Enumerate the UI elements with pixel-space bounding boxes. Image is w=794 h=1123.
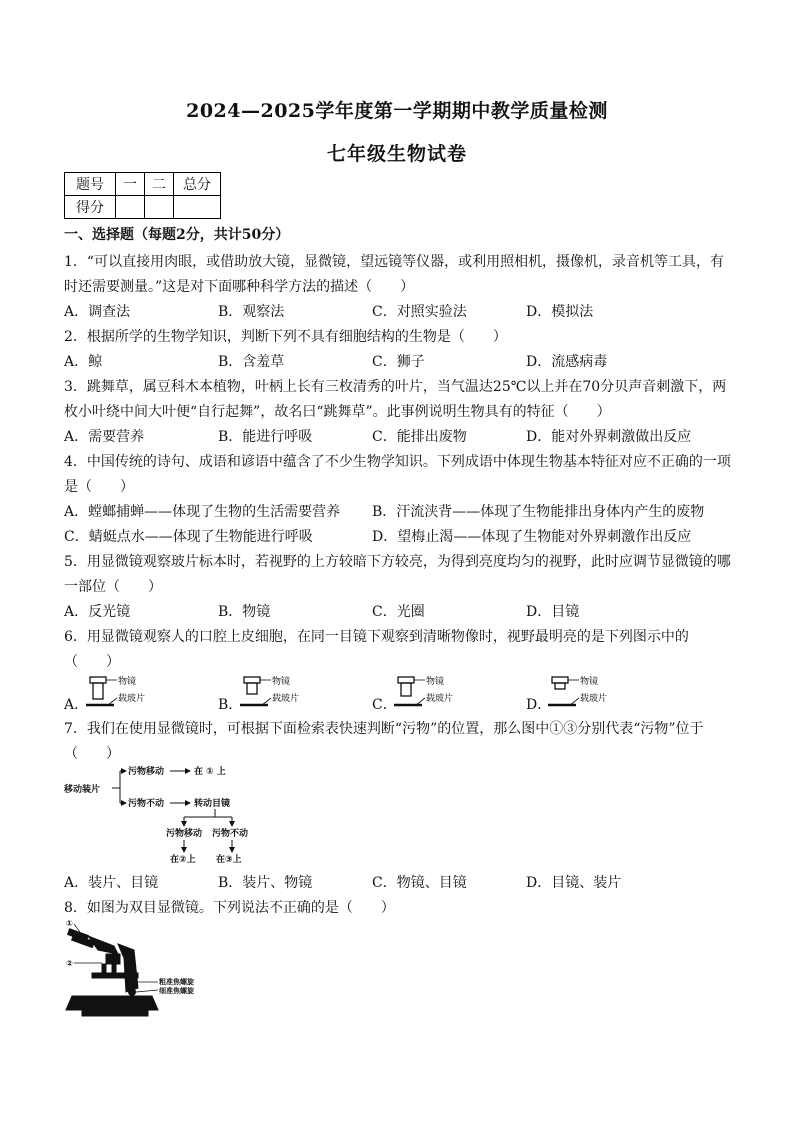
exam-title: 2024—2025学年度第一学期期中教学质量检测 <box>186 100 608 122</box>
contaminant-flowchart <box>62 762 272 866</box>
option-c: C．能排出废物 <box>372 429 467 445</box>
option-b: B．含羞草 <box>218 354 285 370</box>
flow-at1: 在 ① 上 <box>194 767 226 777</box>
score-cell: 题号 <box>65 173 116 196</box>
option-a-letter: A． <box>64 697 89 713</box>
marker-1: ① <box>66 919 73 928</box>
option-b: B．装片、物镜 <box>218 875 313 891</box>
question-5-text: 一部位（ ） <box>64 579 162 595</box>
option-b: B．汗流浃背——体现了生物能排出身体内产生的废物 <box>372 504 705 520</box>
score-cell: 一 <box>116 173 145 196</box>
question-7-text: 7．我们在使用显微镜时，可根据下面检索表快速判断“污物”的位置，那么图中①③分别代表“污物”位于 <box>64 721 704 737</box>
flow-nomove: 污物不动 <box>128 799 165 809</box>
option-d: D．模拟法 <box>526 304 594 320</box>
score-cell: 二 <box>145 173 174 196</box>
flow-rotate: 转动目镜 <box>194 799 231 809</box>
score-table-value-row <box>65 196 221 219</box>
option-a: A．调查法 <box>64 304 131 320</box>
exam-subtitle: 七年级生物试卷 <box>326 143 467 165</box>
option-b: B．能进行呼吸 <box>218 429 313 445</box>
option-d: D．目镜、装片 <box>526 875 622 891</box>
option-c: C．物镜、目镜 <box>372 875 467 891</box>
option-c: C．蜻蜓点水——体现了生物能进行呼吸 <box>64 529 313 545</box>
option-b-letter: B． <box>218 697 243 713</box>
option-b: B．物镜 <box>218 604 271 620</box>
lens-label: 物镜 <box>426 677 445 687</box>
flow-move: 污物移动 <box>128 767 165 777</box>
question-7-text: （ ） <box>64 746 120 762</box>
flow-root: 移动装片 <box>64 785 101 795</box>
option-d: D．目镜 <box>526 604 580 620</box>
score-table-header-row <box>65 173 221 196</box>
flow-at2: 在②上 <box>170 855 196 865</box>
option-c: C．光圈 <box>372 604 425 620</box>
option-a: A．反光镜 <box>64 604 131 620</box>
slide-label: 载玻片 <box>580 694 608 704</box>
score-cell <box>174 196 221 219</box>
question-6-text: 6．用显微镜观察人的口腔上皮细胞，在同一目镜下观察到清晰物像时，视野最明亮的是下列图示中的 <box>64 629 689 645</box>
option-c: C．对照实验法 <box>372 304 467 320</box>
question-3-text: 枚小叶绕中间大叶便“自行起舞”，故名曰“跳舞草”。此事例说明生物具有的特征（ ） <box>64 404 611 420</box>
slide-label: 载玻片 <box>272 694 300 704</box>
lens-label: 物镜 <box>272 677 291 687</box>
objective-figure-d <box>546 672 636 708</box>
score-table <box>64 172 221 219</box>
question-4-text: 是（ ） <box>64 479 134 495</box>
fine-knob-label: 细准焦螺旋 <box>159 987 194 995</box>
slide-label: 载玻片 <box>118 694 146 704</box>
score-cell <box>116 196 145 219</box>
question-5-text: 5．用显微镜观察玻片标本时，若视野的上方较暗下方较亮，为得到亮度均匀的视野，此时应调节显微镜的哪 <box>64 554 731 570</box>
question-6-text: （ ） <box>64 654 120 670</box>
question-4-text: 4．中国传统的诗句、成语和谚语中蕴含了不少生物学知识。下列成语中体现生物基本特征对应不正确的一项 <box>64 454 731 470</box>
option-d: D．流感病毒 <box>526 354 608 370</box>
option-d: D．望梅止渴——体现了生物能对外界刺激作出反应 <box>372 529 692 545</box>
flow-at3: 在③上 <box>216 855 242 865</box>
question-1-text: 1．“可以直接用肉眼，或借助放大镜，显微镜，望远镜等仪器，或利用照相机，摄像机，录音机等工具，有 <box>64 254 725 270</box>
score-cell <box>145 196 174 219</box>
marker-2: ② <box>66 959 73 968</box>
option-a: A．需要营养 <box>64 429 145 445</box>
binocular-microscope-figure <box>62 918 212 1024</box>
objective-figure-c <box>392 672 482 708</box>
option-c: C．狮子 <box>372 354 425 370</box>
section-heading: 一、选择题（每题2分，共计50分） <box>64 227 290 243</box>
flow-nomove2: 污物不动 <box>212 829 249 839</box>
question-3-text: 3．跳舞草，属豆科木本植物，叶柄上长有三枚清秀的叶片，当气温达25℃以上并在70分贝声音刺激下，两 <box>64 379 727 395</box>
lens-label: 物镜 <box>118 677 137 687</box>
question-1-text: 时还需要测量。”这是对下面哪种科学方法的描述（ ） <box>64 279 415 295</box>
option-d-letter: D． <box>526 697 552 713</box>
option-a: A．螳螂捕蝉——体现了生物的生活需要营养 <box>64 504 341 520</box>
option-b: B．观察法 <box>218 304 285 320</box>
option-a: A．装片、目镜 <box>64 875 159 891</box>
coarse-knob-label: 粗准焦螺旋 <box>159 978 194 986</box>
slide-label: 载玻片 <box>426 694 454 704</box>
option-d: D．能对外界刺激做出反应 <box>526 429 692 445</box>
lens-label: 物镜 <box>580 677 599 687</box>
objective-figure-a <box>84 672 174 708</box>
question-8-text: 8．如图为双目显微镜。下列说法不正确的是（ ） <box>64 900 395 916</box>
question-2-text: 2．根据所学的生物学知识，判断下列不具有细胞结构的生物是（ ） <box>64 329 507 345</box>
score-cell: 得分 <box>65 196 116 219</box>
option-a: A．鲸 <box>64 354 103 370</box>
score-cell: 总分 <box>174 173 221 196</box>
flow-move2: 污物移动 <box>166 829 203 839</box>
option-c-letter: C． <box>372 697 397 713</box>
objective-figure-b <box>238 672 328 708</box>
